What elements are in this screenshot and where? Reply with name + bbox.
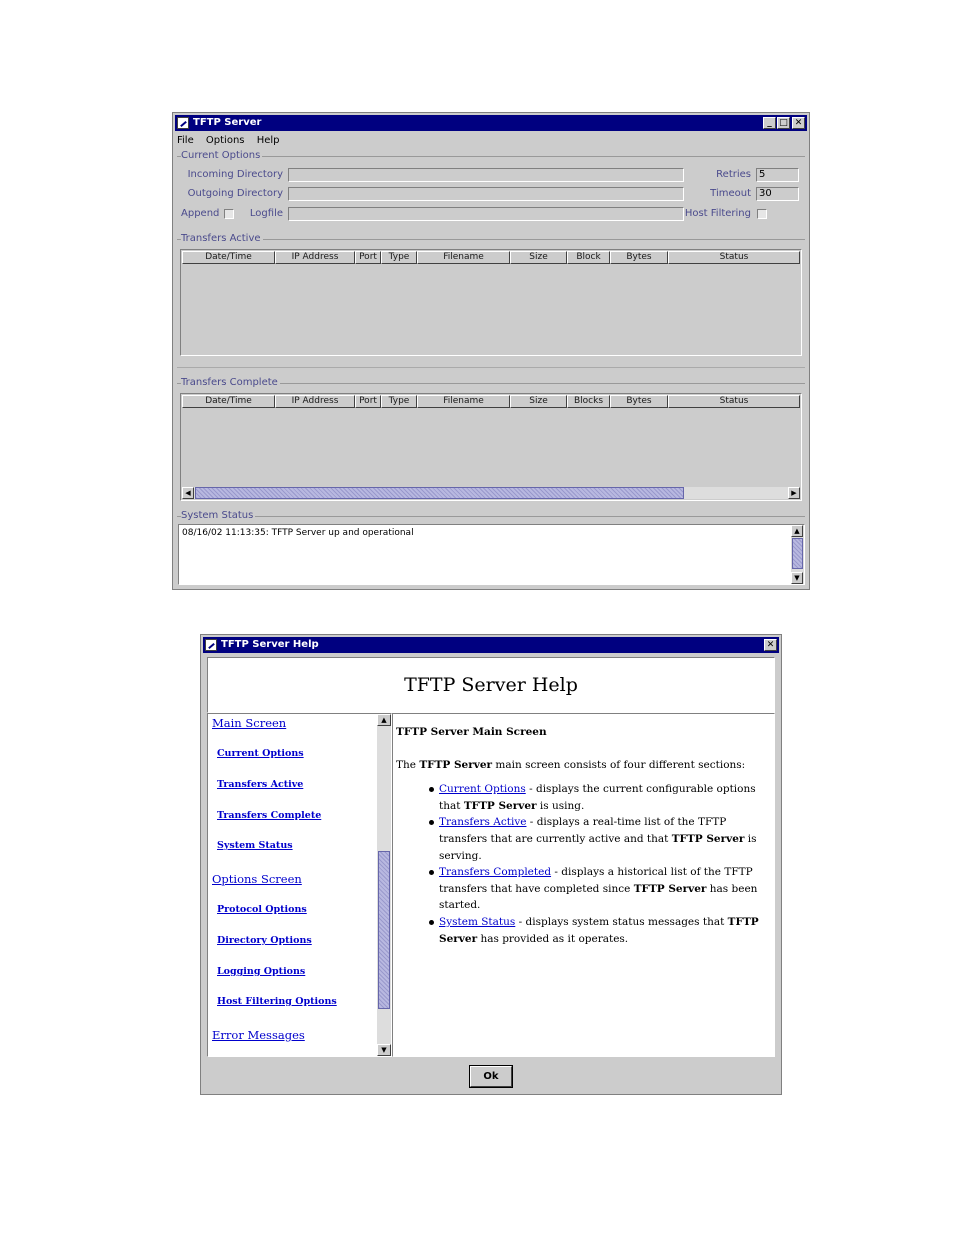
- link-current-options[interactable]: Current Options: [439, 783, 526, 796]
- transfers-active-label: Transfers Active: [181, 233, 261, 244]
- bullet-icon: [429, 787, 434, 792]
- close-icon[interactable]: ✕: [764, 639, 777, 651]
- logfile-field[interactable]: [288, 207, 684, 221]
- col-status[interactable]: Status: [668, 251, 800, 264]
- scroll-right-icon[interactable]: ▶: [788, 487, 800, 499]
- item-bold: TFTP Server: [633, 882, 707, 895]
- scroll-down-icon[interactable]: ▼: [791, 572, 803, 584]
- close-icon[interactable]: ✕: [792, 117, 805, 129]
- maximize-icon[interactable]: □: [777, 117, 790, 129]
- transfers-active-table[interactable]: [180, 249, 802, 356]
- col-port[interactable]: Port: [355, 251, 381, 264]
- col-block[interactable]: Block: [567, 251, 610, 264]
- nav-vertical-scrollbar[interactable]: [377, 714, 391, 1056]
- section-list: [439, 781, 763, 947]
- link-system-status[interactable]: System Status: [439, 915, 516, 928]
- nav-options-screen[interactable]: Options Screen: [212, 872, 302, 886]
- tftp-server-window: [172, 112, 810, 590]
- bullet-icon: [429, 820, 434, 825]
- nav-main-screen[interactable]: Main Screen: [212, 716, 287, 730]
- timeout-field[interactable]: 30: [756, 187, 799, 201]
- nav-current-options[interactable]: Current Options: [217, 748, 304, 759]
- col-bytes[interactable]: Bytes: [610, 251, 668, 264]
- nav-host-filtering-options[interactable]: Host Filtering Options: [217, 996, 337, 1007]
- host-filtering-label: Host Filtering: [684, 208, 751, 219]
- transfers-complete-divider: [177, 367, 805, 368]
- horizontal-scrollbar[interactable]: [182, 487, 800, 499]
- ok-button[interactable]: Ok: [470, 1066, 512, 1087]
- list-item: [439, 864, 763, 914]
- col-ip-address[interactable]: IP Address: [275, 395, 355, 408]
- nav-error-messages[interactable]: Error Messages: [212, 1028, 305, 1042]
- transfers-active-header: [182, 251, 800, 264]
- col-filename[interactable]: Filename: [417, 395, 510, 408]
- list-item: [439, 814, 763, 864]
- transfers-complete-table[interactable]: [180, 393, 802, 501]
- append-label: Append: [181, 208, 220, 219]
- status-vertical-scrollbar[interactable]: [791, 525, 804, 584]
- incoming-directory-field[interactable]: [288, 168, 684, 182]
- col-ip-address[interactable]: IP Address: [275, 251, 355, 264]
- item-text-end: is serving.: [439, 832, 757, 862]
- append-checkbox[interactable]: [224, 209, 234, 219]
- intro-text-end: main screen consists of four different sections:: [492, 758, 746, 771]
- item-text-end: has been started.: [439, 882, 758, 912]
- item-text: - displays system status messages that: [515, 915, 728, 928]
- col-date-time[interactable]: Date/Time: [182, 395, 275, 408]
- window-title: TFTP Server: [193, 117, 262, 128]
- item-text-end: is using.: [536, 799, 585, 812]
- menu-help[interactable]: Help: [256, 135, 280, 146]
- list-item: [439, 914, 763, 947]
- item-text: - displays a historical list of the TFTP transfers that have completed since: [439, 866, 753, 895]
- help-content-pane: [392, 713, 775, 1057]
- scroll-up-icon[interactable]: ▲: [377, 714, 391, 726]
- help-title-bar[interactable]: [203, 637, 779, 653]
- item-text: - displays the current configurable options that: [439, 783, 756, 812]
- col-type[interactable]: Type: [381, 251, 417, 264]
- col-filename[interactable]: Filename: [417, 251, 510, 264]
- transfers-complete-label: Transfers Complete: [181, 377, 278, 388]
- bullet-icon: [429, 870, 434, 875]
- retries-label: Retries: [716, 169, 751, 180]
- intro-text: The: [396, 758, 420, 771]
- item-text-end: has provided as it operates.: [477, 932, 629, 945]
- list-item: [439, 781, 763, 814]
- minimize-icon[interactable]: _: [763, 117, 776, 129]
- help-header-panel: [207, 657, 775, 713]
- scroll-left-icon[interactable]: ◀: [182, 487, 194, 499]
- item-bold: TFTP Server: [439, 915, 759, 945]
- col-port[interactable]: Port: [355, 395, 381, 408]
- menu-options[interactable]: Options: [205, 135, 245, 146]
- nav-logging-options[interactable]: Logging Options: [217, 966, 306, 977]
- help-heading: TFTP Server Help: [404, 674, 578, 696]
- nav-system-status[interactable]: System Status: [217, 840, 293, 851]
- scroll-up-icon[interactable]: ▲: [791, 525, 803, 537]
- item-bold: TFTP Server: [671, 832, 745, 845]
- incoming-directory-label: Incoming Directory: [187, 169, 283, 180]
- menu-bar: [177, 133, 289, 149]
- col-size[interactable]: Size: [510, 251, 567, 264]
- system-status-label: System Status: [181, 510, 254, 521]
- horizontal-scroll-thumb[interactable]: [195, 487, 684, 499]
- help-content: [396, 724, 768, 947]
- scroll-down-icon[interactable]: ▼: [377, 1044, 391, 1056]
- status-message: 08/16/02 11:13:35: TFTP Server up and operational: [182, 528, 414, 538]
- bullet-icon: [429, 920, 434, 925]
- col-status[interactable]: Status: [668, 395, 800, 408]
- system-status-log[interactable]: [178, 524, 805, 585]
- link-transfers-active[interactable]: Transfers Active: [439, 816, 527, 829]
- col-type[interactable]: Type: [381, 395, 417, 408]
- transfers-complete-header: [182, 395, 800, 408]
- outgoing-directory-field[interactable]: [288, 187, 684, 201]
- link-transfers-completed[interactable]: Transfers Completed: [439, 866, 552, 879]
- nav-directory-options[interactable]: Directory Options: [217, 935, 312, 946]
- tftp-help-window: [200, 634, 782, 1095]
- item-text: - displays a real-time list of the TFTP transfers that are currently active and that: [439, 816, 727, 845]
- help-window-title: TFTP Server Help: [221, 639, 319, 650]
- col-size[interactable]: Size: [510, 395, 567, 408]
- timeout-label: Timeout: [710, 188, 751, 199]
- item-bold: TFTP Server: [463, 799, 537, 812]
- intro-bold: TFTP Server: [419, 758, 493, 771]
- current-options-label: Current Options: [181, 150, 261, 161]
- outgoing-directory-label: Outgoing Directory: [187, 188, 283, 199]
- status-scroll-thumb[interactable]: [792, 538, 803, 569]
- retries-field[interactable]: 5: [756, 168, 799, 182]
- col-bytes[interactable]: Bytes: [610, 395, 668, 408]
- logfile-label: Logfile: [249, 208, 283, 219]
- help-nav-pane: [207, 713, 392, 1057]
- col-date-time[interactable]: Date/Time: [182, 251, 275, 264]
- host-filtering-checkbox[interactable]: [757, 209, 767, 219]
- java-app-icon: [205, 639, 217, 651]
- menu-file[interactable]: File: [177, 135, 194, 146]
- content-heading: TFTP Server Main Screen: [396, 726, 547, 738]
- nav-scroll-thumb[interactable]: [378, 851, 390, 1009]
- nav-transfers-complete[interactable]: Transfers Complete: [217, 810, 322, 821]
- nav-transfers-active[interactable]: Transfers Active: [217, 779, 304, 790]
- col-blocks[interactable]: Blocks: [567, 395, 610, 408]
- title-bar[interactable]: [175, 115, 807, 131]
- content-intro: [396, 757, 768, 774]
- java-app-icon: [177, 117, 189, 129]
- nav-protocol-options[interactable]: Protocol Options: [217, 904, 307, 915]
